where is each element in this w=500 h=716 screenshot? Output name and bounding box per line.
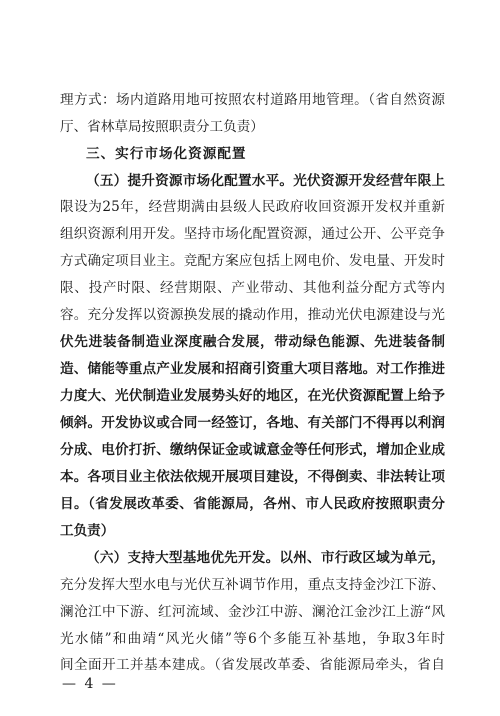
body-text-line: 光水储”和曲靖“风光火储”等6个多能互补基地，争取3年时 (60, 631, 445, 647)
paragraph-heading-line: （六）支持大型基地优先开发。以州、市行政区域为单元， (86, 550, 445, 566)
body-text-line: 造、储能等重点产业发展和招商引资重大项目落地。对工作推进 (60, 361, 445, 377)
page-number: — 4 — (62, 676, 118, 692)
body-text-line: 理方式：场内道路用地可按照农村道路用地管理。（省自然资源 (60, 92, 445, 108)
paragraph-heading-line: （五）提升资源市场化配置水平。光伏资源开发经营年限上 (86, 173, 445, 189)
body-text-line: 限设为25年，经营期满由县级人民政府收回资源开发权并重新 (60, 199, 445, 215)
body-text-line: 方式确定项目业主。竞配方案应包括上网电价、发电量、开发时 (60, 253, 445, 269)
body-text-line: 间全面开工并基本建成。（省发展改革委、省能源局牵头，省自 (60, 657, 445, 673)
body-text-line: 本。各项目业主依法依规开展项目建设，不得倒卖、非法转让项 (60, 469, 445, 485)
body-text-line: 力度大、光伏制造业发展势头好的地区，在光伏资源配置上给予 (60, 388, 445, 404)
section-heading: 三、实行市场化资源配置 (86, 146, 247, 162)
body-text-line: 目。（省发展改革委、省能源局，各州、市人民政府按照职责分 (60, 496, 445, 512)
body-text-line: 充分发挥大型水电与光伏互补调节作用，重点支持金沙江下游、 (60, 577, 445, 593)
body-text-line: 工负责） (60, 523, 115, 539)
body-text-line: 限、投产时限、经营期限、产业带动、其他利益分配方式等内 (60, 280, 445, 296)
body-text-line: 厅、省林草局按照职责分工负责） (60, 119, 264, 135)
body-text-line: 容。充分发挥以资源换发展的撬动作用，推动光伏电源建设与光 (60, 307, 445, 323)
body-text-line: 倾斜。开发协议或合同一经签订，各地、有关部门不得再以利润 (60, 415, 445, 431)
body-text-line: 组织资源利用开发。坚持市场化配置资源，通过公开、公平竞争 (60, 226, 445, 242)
body-text-line: 伏先进装备制造业深度融合发展，带动绿色能源、先进装备制 (60, 334, 445, 350)
body-text-line: 分成、电价打折、缴纳保证金或诚意金等任何形式，增加企业成 (60, 442, 445, 458)
body-text-line: 澜沧江中下游、红河流域、金沙江中游、澜沧江金沙江上游“风 (60, 604, 445, 620)
